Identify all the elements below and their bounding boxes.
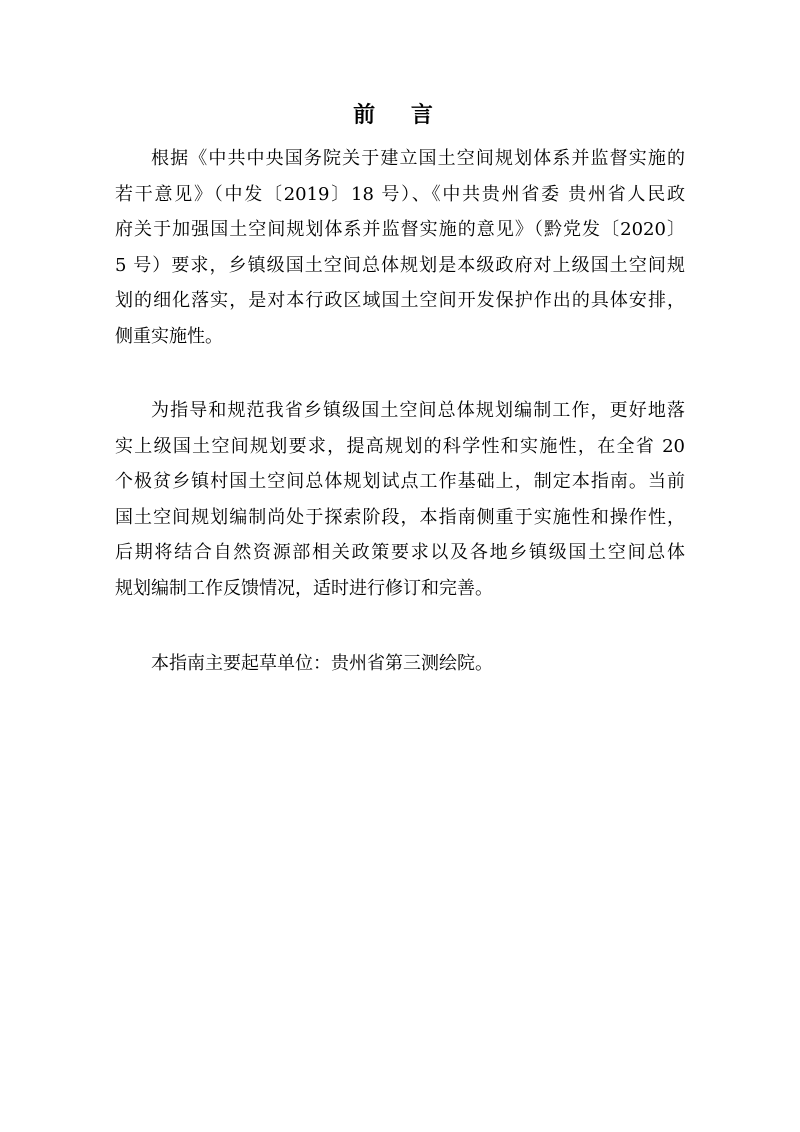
paragraph-basis	[115, 141, 685, 354]
paragraph-line: 国土空间规划编制尚处于探索阶段，本指南侧重于实施性和操作性，	[115, 506, 685, 528]
paragraph-line: 根据《中共中央国务院关于建立国土空间规划体系并监督实施的	[151, 148, 685, 169]
paragraph-line: 个极贫乡镇村国土空间总体规划试点工作基础上，制定本指南。当前	[115, 471, 685, 492]
paragraph-line: 为指导和规范我省乡镇级国土空间总体规划编制工作，更好地落	[151, 400, 685, 421]
paragraph-line: 实上级国土空间规划要求，提高规划的科学性和实施性，在全省 20	[115, 435, 685, 457]
paragraph-line: 本指南主要起草单位：贵州省第三测绘院。	[151, 653, 493, 674]
paragraph-line: 规划编制工作反馈情况，适时进行修订和完善。	[115, 577, 493, 599]
paragraph-line: 若干意见》（中发〔2019〕18 号）、《中共贵州省委 贵州省人民政	[115, 183, 685, 205]
page-title: 前 言	[353, 103, 447, 128]
paragraph-drafting-unit	[115, 646, 685, 682]
paragraph-line: 划的细化落实，是对本行政区域国土空间开发保护作出的具体安排，	[115, 290, 685, 311]
paragraph-line: 府关于加强国土空间规划体系并监督实施的意见》（黔党发〔2020〕	[115, 219, 685, 240]
paragraph-line: 侧重实施性。	[115, 325, 223, 347]
paragraph-purpose	[115, 393, 685, 606]
paragraph-line: 5 号）要求，乡镇级国土空间总体规划是本级政府对上级国土空间规	[115, 254, 685, 276]
paragraph-line: 后期将结合自然资源部相关政策要求以及各地乡镇级国土空间总体	[115, 542, 685, 563]
